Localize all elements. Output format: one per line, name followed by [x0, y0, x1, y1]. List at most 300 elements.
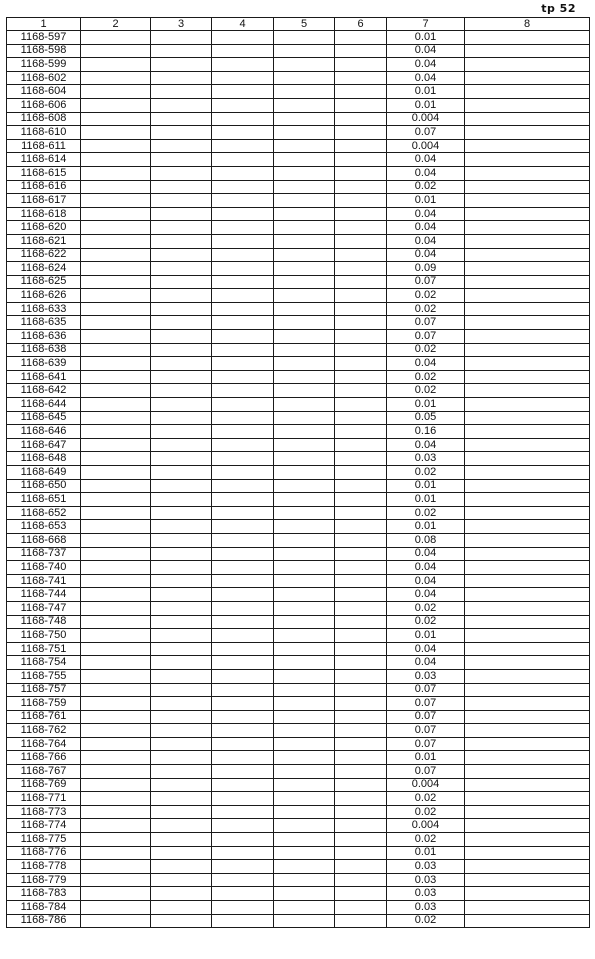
cell-empty	[274, 724, 335, 738]
cell-empty	[465, 166, 590, 180]
table-row	[7, 98, 590, 112]
cell-empty	[151, 262, 212, 276]
cell-empty	[335, 547, 387, 561]
cell-empty	[465, 669, 590, 683]
cell-empty	[465, 710, 590, 724]
cell-empty	[81, 289, 151, 303]
cell-value: 0.01	[387, 629, 465, 643]
cell-value: 0.04	[387, 234, 465, 248]
cell-empty	[465, 724, 590, 738]
cell-id: 1168-747	[7, 601, 81, 615]
cell-value: 0.04	[387, 207, 465, 221]
cell-empty	[151, 302, 212, 316]
cell-empty	[465, 357, 590, 371]
cell-empty	[212, 574, 274, 588]
cell-value: 0.004	[387, 112, 465, 126]
cell-value: 0.02	[387, 289, 465, 303]
cell-empty	[212, 221, 274, 235]
cell-empty	[465, 574, 590, 588]
cell-empty	[274, 58, 335, 72]
cell-empty	[335, 112, 387, 126]
cell-empty	[212, 860, 274, 874]
cell-empty	[81, 588, 151, 602]
cell-empty	[81, 520, 151, 534]
cell-empty	[274, 194, 335, 208]
cell-empty	[81, 85, 151, 99]
cell-id: 1168-649	[7, 466, 81, 480]
cell-empty	[151, 384, 212, 398]
table-row	[7, 384, 590, 398]
cell-empty	[151, 275, 212, 289]
cell-id: 1168-606	[7, 98, 81, 112]
cell-value: 0.02	[387, 302, 465, 316]
table-row	[7, 860, 590, 874]
cell-empty	[212, 833, 274, 847]
cell-empty	[212, 194, 274, 208]
cell-empty	[465, 792, 590, 806]
cell-value: 0.04	[387, 44, 465, 58]
cell-id: 1168-740	[7, 561, 81, 575]
table-row	[7, 710, 590, 724]
cell-empty	[465, 533, 590, 547]
cell-empty	[212, 873, 274, 887]
cell-empty	[81, 561, 151, 575]
cell-empty	[335, 479, 387, 493]
cell-empty	[151, 601, 212, 615]
cell-value: 0.04	[387, 561, 465, 575]
table-row	[7, 805, 590, 819]
cell-empty	[274, 466, 335, 480]
cell-id: 1168-750	[7, 629, 81, 643]
cell-empty	[274, 438, 335, 452]
cell-value: 0.01	[387, 493, 465, 507]
cell-empty	[274, 248, 335, 262]
cell-empty	[465, 139, 590, 153]
header-row	[7, 18, 590, 31]
cell-id: 1168-639	[7, 357, 81, 371]
cell-empty	[335, 370, 387, 384]
cell-value: 0.07	[387, 126, 465, 140]
cell-empty	[335, 751, 387, 765]
cell-empty	[81, 153, 151, 167]
cell-empty	[151, 58, 212, 72]
cell-empty	[465, 425, 590, 439]
cell-empty	[81, 370, 151, 384]
cell-empty	[212, 629, 274, 643]
cell-empty	[212, 683, 274, 697]
table-row	[7, 561, 590, 575]
cell-empty	[151, 520, 212, 534]
column-header-8: 8	[465, 18, 590, 31]
cell-empty	[335, 588, 387, 602]
cell-id: 1168-611	[7, 139, 81, 153]
cell-empty	[212, 44, 274, 58]
cell-value: 0.04	[387, 248, 465, 262]
cell-value: 0.01	[387, 398, 465, 412]
cell-empty	[465, 588, 590, 602]
cell-empty	[465, 384, 590, 398]
cell-empty	[335, 207, 387, 221]
cell-empty	[335, 31, 387, 45]
cell-empty	[465, 343, 590, 357]
cell-value: 0.02	[387, 384, 465, 398]
table-row	[7, 778, 590, 792]
cell-value: 0.01	[387, 846, 465, 860]
cell-id: 1168-598	[7, 44, 81, 58]
cell-empty	[81, 248, 151, 262]
table-row	[7, 601, 590, 615]
cell-empty	[465, 411, 590, 425]
cell-empty	[465, 438, 590, 452]
table-row	[7, 302, 590, 316]
cell-empty	[81, 724, 151, 738]
cell-id: 1168-748	[7, 615, 81, 629]
cell-empty	[274, 139, 335, 153]
cell-empty	[465, 98, 590, 112]
cell-empty	[465, 330, 590, 344]
cell-empty	[151, 248, 212, 262]
cell-empty	[465, 180, 590, 194]
cell-empty	[465, 316, 590, 330]
cell-empty	[151, 751, 212, 765]
cell-value: 0.07	[387, 724, 465, 738]
cell-empty	[81, 384, 151, 398]
cell-empty	[81, 615, 151, 629]
cell-empty	[151, 533, 212, 547]
cell-id: 1168-642	[7, 384, 81, 398]
cell-value: 0.08	[387, 533, 465, 547]
cell-id: 1168-754	[7, 656, 81, 670]
cell-empty	[212, 533, 274, 547]
cell-empty	[81, 71, 151, 85]
cell-empty	[212, 316, 274, 330]
cell-empty	[274, 275, 335, 289]
cell-id: 1168-633	[7, 302, 81, 316]
cell-id: 1168-604	[7, 85, 81, 99]
cell-id: 1168-786	[7, 914, 81, 928]
cell-empty	[335, 289, 387, 303]
cell-empty	[81, 126, 151, 140]
cell-empty	[465, 506, 590, 520]
cell-empty	[274, 71, 335, 85]
cell-empty	[274, 357, 335, 371]
cell-id: 1168-775	[7, 833, 81, 847]
cell-empty	[151, 615, 212, 629]
cell-id: 1168-617	[7, 194, 81, 208]
cell-empty	[465, 466, 590, 480]
cell-empty	[151, 85, 212, 99]
cell-empty	[465, 642, 590, 656]
cell-id: 1168-624	[7, 262, 81, 276]
cell-empty	[212, 697, 274, 711]
cell-empty	[212, 669, 274, 683]
table-row	[7, 697, 590, 711]
cell-empty	[212, 887, 274, 901]
cell-empty	[151, 479, 212, 493]
cell-empty	[465, 860, 590, 874]
cell-id: 1168-737	[7, 547, 81, 561]
cell-empty	[81, 166, 151, 180]
column-header-7: 7	[387, 18, 465, 31]
cell-value: 0.02	[387, 805, 465, 819]
cell-empty	[151, 860, 212, 874]
cell-empty	[274, 85, 335, 99]
cell-empty	[212, 452, 274, 466]
cell-empty	[212, 914, 274, 928]
cell-value: 0.03	[387, 873, 465, 887]
cell-empty	[81, 737, 151, 751]
cell-id: 1168-615	[7, 166, 81, 180]
cell-empty	[274, 520, 335, 534]
cell-empty	[335, 533, 387, 547]
cell-empty	[465, 302, 590, 316]
cell-empty	[151, 724, 212, 738]
table-row	[7, 656, 590, 670]
cell-id: 1168-773	[7, 805, 81, 819]
cell-value: 0.03	[387, 452, 465, 466]
cell-empty	[335, 411, 387, 425]
cell-empty	[274, 112, 335, 126]
cell-empty	[81, 601, 151, 615]
cell-empty	[465, 452, 590, 466]
cell-empty	[151, 710, 212, 724]
cell-empty	[335, 248, 387, 262]
cell-empty	[212, 724, 274, 738]
cell-empty	[151, 819, 212, 833]
table-row	[7, 452, 590, 466]
cell-empty	[212, 765, 274, 779]
cell-empty	[274, 398, 335, 412]
cell-empty	[274, 262, 335, 276]
cell-empty	[274, 302, 335, 316]
table-row	[7, 85, 590, 99]
cell-empty	[212, 588, 274, 602]
cell-empty	[212, 370, 274, 384]
cell-empty	[212, 792, 274, 806]
cell-empty	[81, 221, 151, 235]
cell-empty	[335, 805, 387, 819]
cell-empty	[212, 615, 274, 629]
cell-empty	[465, 805, 590, 819]
cell-empty	[274, 180, 335, 194]
cell-empty	[274, 683, 335, 697]
cell-empty	[274, 425, 335, 439]
cell-empty	[274, 547, 335, 561]
cell-empty	[335, 520, 387, 534]
cell-empty	[81, 262, 151, 276]
cell-empty	[151, 901, 212, 915]
column-header-3: 3	[151, 18, 212, 31]
cell-empty	[81, 112, 151, 126]
cell-id: 1168-622	[7, 248, 81, 262]
cell-empty	[335, 221, 387, 235]
cell-empty	[151, 166, 212, 180]
cell-empty	[212, 561, 274, 575]
cell-value: 0.04	[387, 166, 465, 180]
cell-id: 1168-625	[7, 275, 81, 289]
cell-empty	[465, 370, 590, 384]
cell-empty	[151, 221, 212, 235]
cell-empty	[81, 642, 151, 656]
cell-empty	[335, 438, 387, 452]
cell-empty	[81, 343, 151, 357]
cell-value: 0.04	[387, 547, 465, 561]
cell-value: 0.07	[387, 316, 465, 330]
cell-empty	[335, 710, 387, 724]
cell-empty	[151, 343, 212, 357]
cell-empty	[151, 887, 212, 901]
cell-empty	[212, 425, 274, 439]
cell-value: 0.01	[387, 85, 465, 99]
cell-empty	[274, 860, 335, 874]
cell-empty	[151, 370, 212, 384]
column-header-1: 1	[7, 18, 81, 31]
cell-empty	[465, 819, 590, 833]
cell-empty	[274, 98, 335, 112]
cell-empty	[465, 153, 590, 167]
cell-value: 0.04	[387, 656, 465, 670]
table-row	[7, 506, 590, 520]
table-row	[7, 425, 590, 439]
table-row	[7, 262, 590, 276]
cell-value: 0.07	[387, 275, 465, 289]
cell-empty	[335, 234, 387, 248]
cell-id: 1168-626	[7, 289, 81, 303]
cell-empty	[335, 384, 387, 398]
cell-empty	[335, 792, 387, 806]
cell-empty	[212, 411, 274, 425]
cell-empty	[212, 805, 274, 819]
cell-empty	[212, 248, 274, 262]
cell-empty	[335, 343, 387, 357]
cell-empty	[274, 316, 335, 330]
cell-value: 0.04	[387, 153, 465, 167]
cell-empty	[465, 737, 590, 751]
cell-empty	[335, 330, 387, 344]
cell-id: 1168-618	[7, 207, 81, 221]
cell-empty	[274, 642, 335, 656]
cell-empty	[274, 914, 335, 928]
cell-id: 1168-621	[7, 234, 81, 248]
cell-id: 1168-616	[7, 180, 81, 194]
cell-empty	[274, 846, 335, 860]
cell-value: 0.03	[387, 669, 465, 683]
cell-empty	[212, 398, 274, 412]
cell-empty	[335, 98, 387, 112]
cell-empty	[274, 792, 335, 806]
cell-empty	[81, 207, 151, 221]
cell-empty	[81, 139, 151, 153]
cell-value: 0.03	[387, 887, 465, 901]
table-row	[7, 112, 590, 126]
cell-empty	[465, 778, 590, 792]
cell-value: 0.07	[387, 683, 465, 697]
cell-empty	[81, 669, 151, 683]
cell-empty	[335, 914, 387, 928]
table-row	[7, 846, 590, 860]
cell-empty	[335, 180, 387, 194]
table-row	[7, 724, 590, 738]
cell-empty	[151, 506, 212, 520]
cell-empty	[335, 398, 387, 412]
cell-empty	[465, 914, 590, 928]
cell-empty	[212, 139, 274, 153]
cell-empty	[151, 833, 212, 847]
cell-id: 1168-646	[7, 425, 81, 439]
cell-empty	[81, 860, 151, 874]
cell-empty	[465, 547, 590, 561]
cell-empty	[335, 506, 387, 520]
cell-empty	[151, 697, 212, 711]
table-row	[7, 31, 590, 45]
cell-empty	[274, 778, 335, 792]
cell-id: 1168-766	[7, 751, 81, 765]
cell-empty	[81, 697, 151, 711]
cell-empty	[335, 316, 387, 330]
cell-empty	[212, 126, 274, 140]
table-row	[7, 520, 590, 534]
cell-empty	[212, 275, 274, 289]
cell-empty	[81, 357, 151, 371]
cell-empty	[465, 683, 590, 697]
cell-empty	[151, 289, 212, 303]
cell-empty	[274, 44, 335, 58]
cell-empty	[335, 153, 387, 167]
cell-empty	[81, 819, 151, 833]
cell-empty	[335, 166, 387, 180]
cell-empty	[274, 479, 335, 493]
cell-empty	[81, 452, 151, 466]
cell-empty	[465, 234, 590, 248]
cell-empty	[212, 98, 274, 112]
cell-empty	[212, 58, 274, 72]
table-row	[7, 58, 590, 72]
cell-value: 0.02	[387, 466, 465, 480]
cell-empty	[81, 316, 151, 330]
cell-value: 0.02	[387, 615, 465, 629]
cell-empty	[274, 833, 335, 847]
cell-empty	[465, 71, 590, 85]
cell-value: 0.03	[387, 901, 465, 915]
cell-id: 1168-641	[7, 370, 81, 384]
cell-empty	[212, 901, 274, 915]
cell-empty	[335, 194, 387, 208]
cell-empty	[81, 887, 151, 901]
cell-empty	[465, 561, 590, 575]
table-row	[7, 533, 590, 547]
cell-empty	[465, 697, 590, 711]
cell-empty	[335, 833, 387, 847]
table-row	[7, 398, 590, 412]
cell-empty	[81, 438, 151, 452]
cell-empty	[212, 85, 274, 99]
cell-empty	[81, 275, 151, 289]
cell-empty	[212, 506, 274, 520]
cell-empty	[151, 737, 212, 751]
cell-value: 0.04	[387, 58, 465, 72]
cell-empty	[465, 479, 590, 493]
cell-empty	[151, 180, 212, 194]
cell-empty	[335, 574, 387, 588]
cell-empty	[81, 765, 151, 779]
cell-empty	[274, 588, 335, 602]
cell-empty	[465, 601, 590, 615]
table-row	[7, 221, 590, 235]
table-row	[7, 126, 590, 140]
cell-id: 1168-751	[7, 642, 81, 656]
cell-id: 1168-650	[7, 479, 81, 493]
cell-empty	[151, 126, 212, 140]
